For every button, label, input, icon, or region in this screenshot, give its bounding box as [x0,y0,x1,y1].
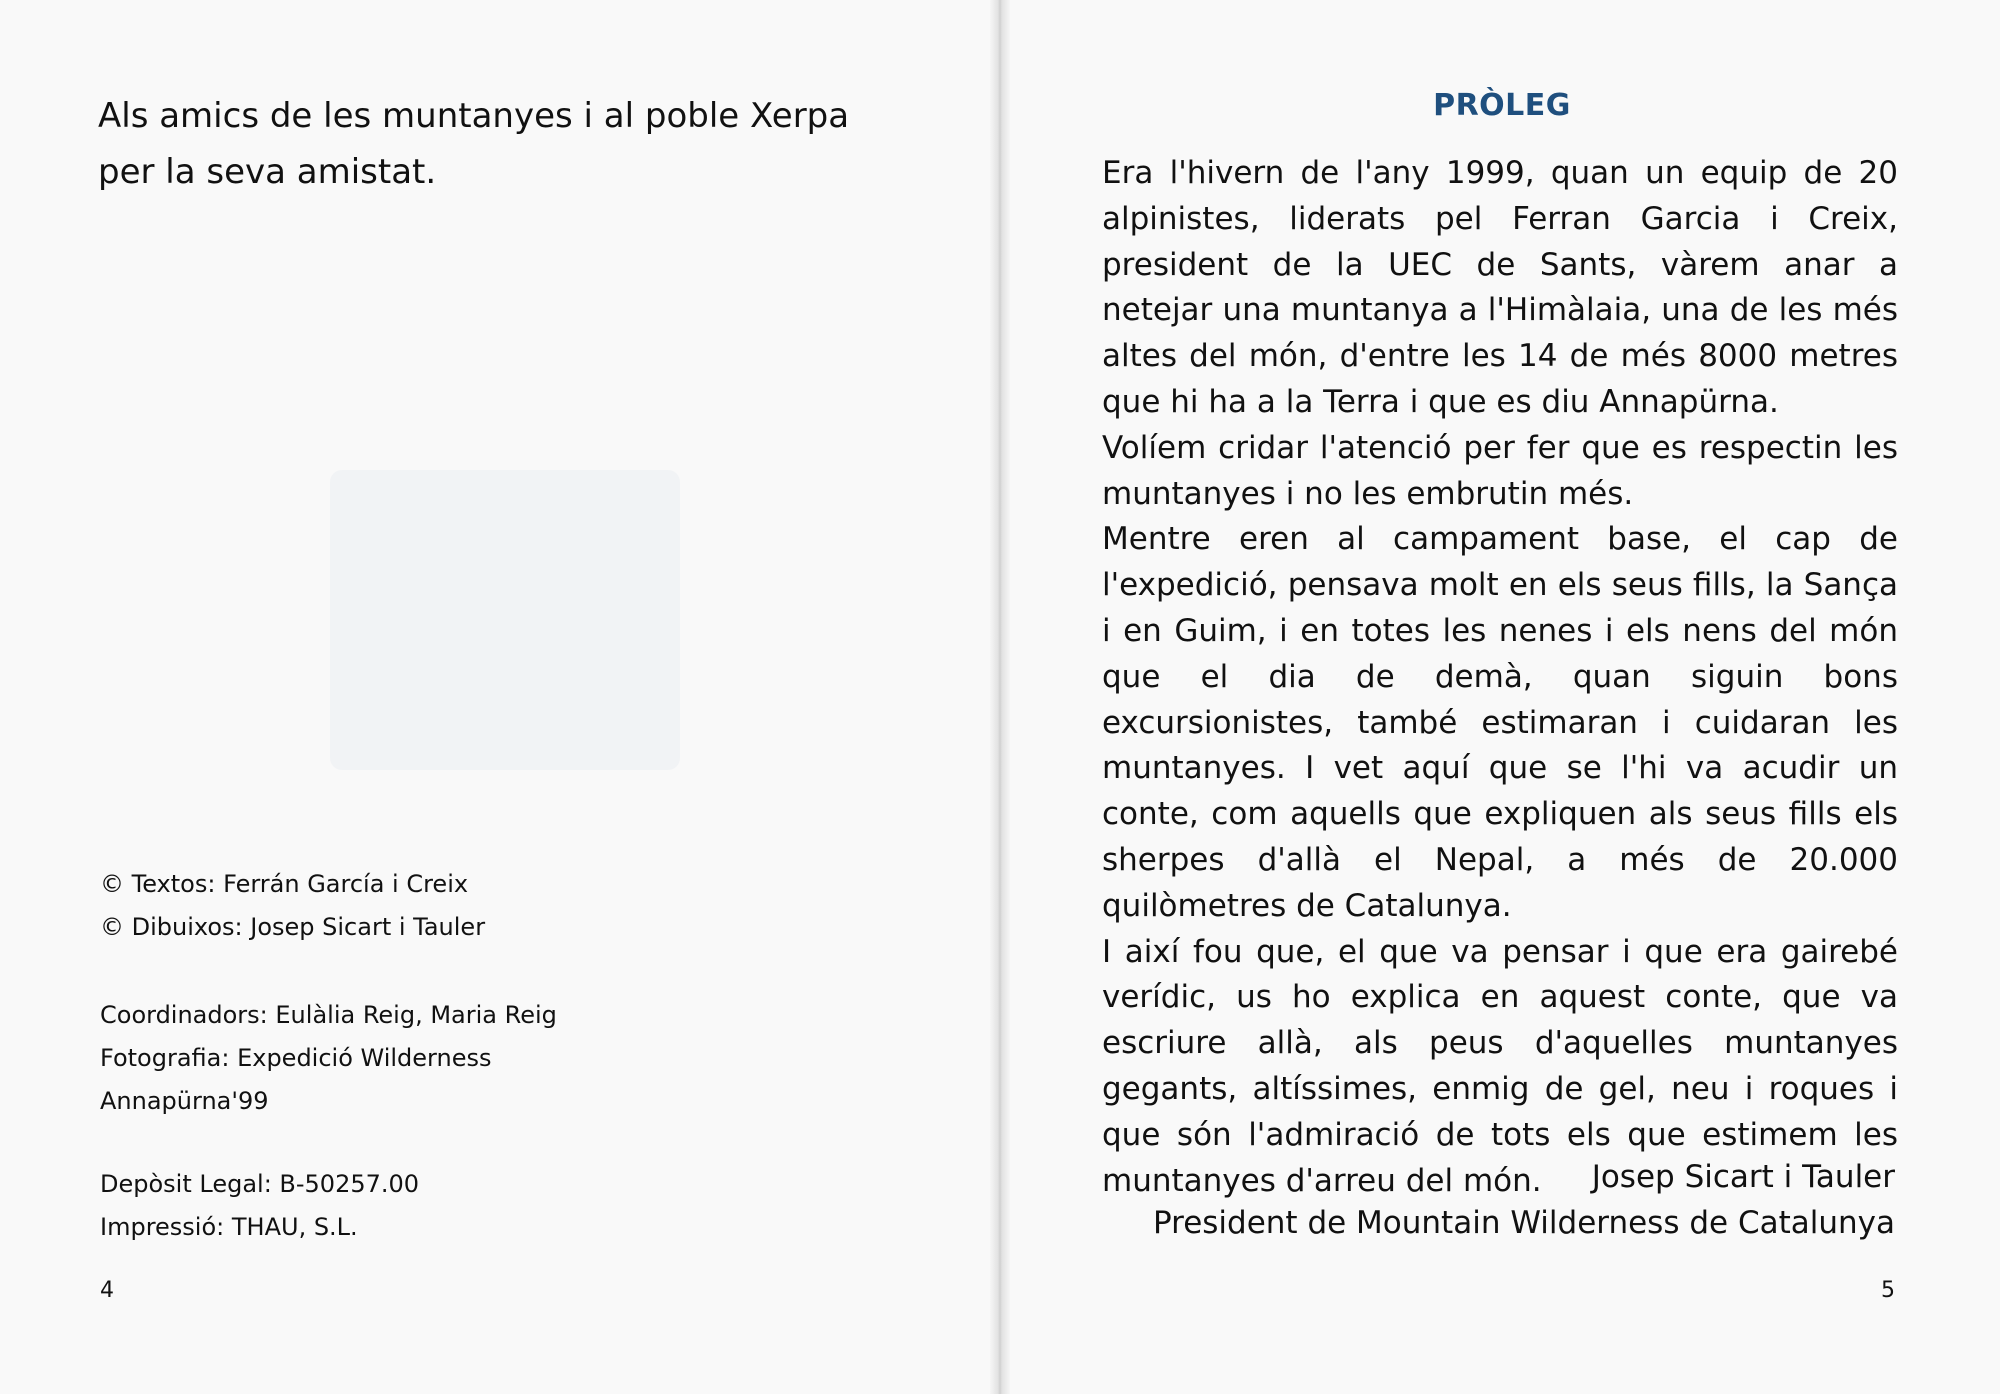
dedication-line: per la seva amistat. [98,152,437,192]
signature [1153,1155,1895,1247]
signature-name: Josep Sicart i Tauler [1591,1159,1895,1195]
credits-legal [100,1163,419,1249]
credit-line: Depòsit Legal: B-50257.00 [100,1170,420,1198]
show-through-illustration [330,470,680,770]
page-number-left: 4 [100,1278,114,1303]
credits-authors [100,863,485,949]
prologue-body [1102,151,1898,1204]
dedication-line: Als amics de les muntanyes i al poble Xerpa [98,96,850,136]
credit-line: Fotografia: Expedició Wilderness [100,1044,492,1072]
prologue-paragraph: Era l'hivern de l'any 1999, quan un equip de 20 alpinistes, liderats pel Ferran Garcia i Creix, president de la UEC de Sants, vàrem anar a netejar una muntanya a l'Himàlaia, una de les més altes del món, d'entre les 14 de més 8000 metres que hi ha a la Terra i que es diu Annapürna. [1102,155,1898,420]
prologue-paragraph: I així fou que, el que va pensar i que era gairebé verídic, us ho explica en aquest conte, que va escriure allà, als peus d'aquelles muntanyes gegants, altíssimes, enmig de gel, neu i roques i que són l'admiració de tots els que estimem les muntanyes d'arreu del món. [1102,933,1898,1199]
credit-line: © Dibuixos: Josep Sicart i Tauler [100,913,486,941]
credit-line: Coordinadors: Eulàlia Reig, Maria Reig [100,1001,557,1029]
prologue-paragraph: Volíem cridar l'atenció per fer que es respectin les muntanyes i no les embrutin més. [1102,429,1898,512]
credit-line: Impressió: THAU, S.L. [100,1213,358,1241]
signature-title: President de Mountain Wilderness de Catalunya [1152,1204,1895,1241]
credit-line: © Textos: Ferrán García i Creix [100,870,469,898]
page-number-right: 5 [1881,1278,1895,1303]
book-spine [990,0,1010,1394]
prologue-paragraph: Mentre eren al campament base, el cap de l'expedició, pensava molt en els seus fills, la Sança i en Guim, i en totes les nenes i els nens del món que el dia de demà, quan siguin bons excursionistes, també estimaran i cuidaran les muntanyes. I vet aquí que se l'hi va acudir un conte, com aquells que expliquen als seus fills els sherpes d'allà el Nepal, a més de 20.000 quilòmetres de Catalunya. [1102,521,1898,924]
credit-line: Annapürna'99 [100,1087,269,1115]
credits-production [100,994,557,1123]
prologue-heading: PRÒLEG [1433,88,1571,123]
dedication [98,88,898,200]
left-page [0,0,998,1394]
right-page [1002,0,2000,1394]
